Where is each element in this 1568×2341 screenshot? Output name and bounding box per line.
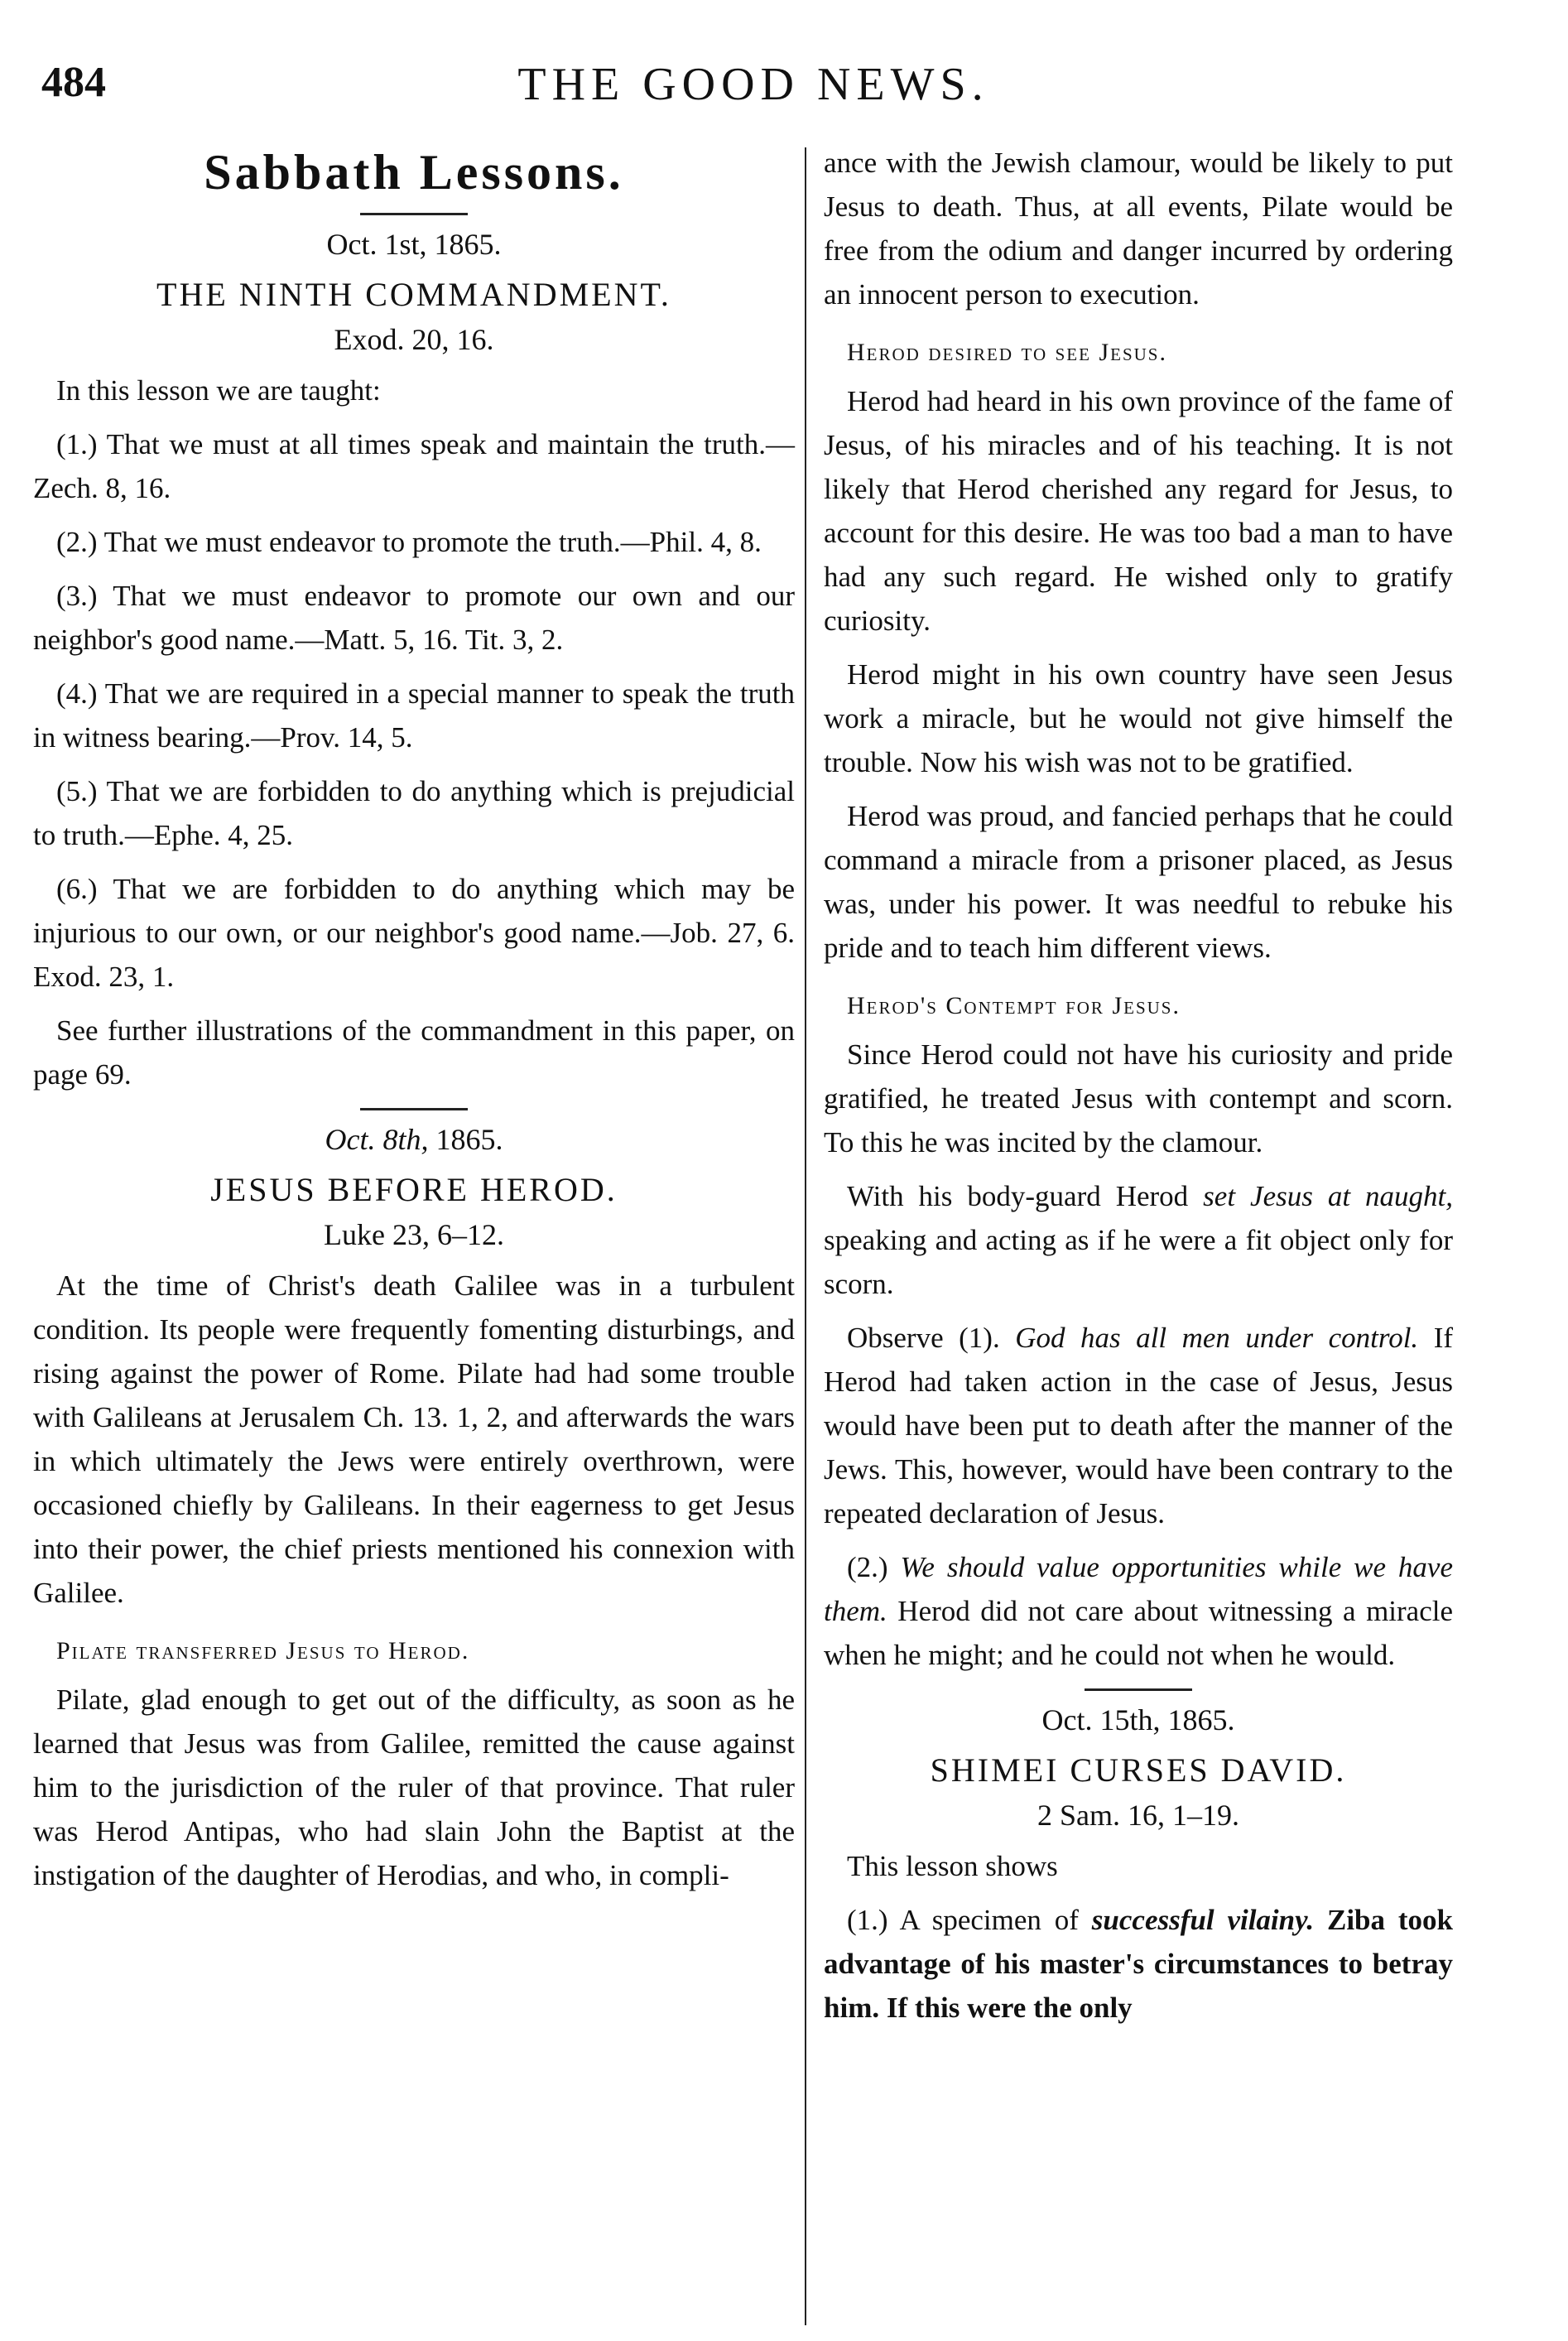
lesson-title: SHIMEI CURSES DAVID. (930, 1751, 1347, 1789)
short-rule (360, 213, 468, 215)
lesson-point: (4.) That we are required in a special manner to speak the truth in witness bearing.—Prov. 14, 5. (33, 677, 795, 754)
lesson-intro: This lesson shows (847, 1850, 1058, 1882)
lesson-date: Oct. 15th, 1865. (1041, 1703, 1235, 1736)
lesson-point: (1.) That we must at all times speak and maintain the truth.—Zech. 8, 16. (33, 428, 795, 504)
page-number: 484 (41, 59, 106, 106)
subheading: Herod's Contempt for Jesus. (847, 992, 1181, 1019)
scripture-reference: Luke 23, 6–12. (324, 1218, 504, 1251)
lesson-title: JESUS BEFORE HEROD. (210, 1171, 618, 1208)
subheading: Herod desired to see Jesus. (847, 339, 1167, 366)
paragraph: Since Herod could not have his curiosity and pride gratified, he treated Jesus with contempt and scorn. To this he was incited by the clamour. (824, 1038, 1453, 1158)
paragraph-continued: ance with the Jewish clamour, would be likely to put Jesus to death. Thus, at all events, Pilate would be free from the odium and danger incurred by ordering an innocent person to execution. (824, 147, 1453, 311)
lesson-intro: In this lesson we are taught: (56, 374, 381, 407)
paragraph: Herod had heard in his own province of the fame of Jesus, of his miracles and of his teaching. It is not likely that Herod cherished any regard for Jesus, to account for this desire. He was too bad a man to have had any such regard. He wished only to gratify curiosity. (824, 385, 1453, 637)
running-head (41, 58, 1465, 124)
lesson-date: Oct. 1st, 1865. (326, 228, 502, 261)
left-column (33, 141, 795, 1907)
lesson-point: (5.) That we are forbidden to do anything which is prejudicial to truth.—Ephe. 4, 25. (33, 775, 795, 851)
paragraph: Pilate, glad enough to get out of the difficulty, as soon as he learned that Jesus was from Galilee, remitted the cause against him to the jurisdiction of the ruler of that province. That ruler was Herod Antipas, who had slain John the Baptist at the instigation of the daughter of Herodias, and who, in compli- (33, 1683, 795, 1891)
paragraph: Herod was proud, and fancied perhaps that he could command a miracle from a prisoner placed, as Jesus was, under his power. It was needful to rebuke his pride and to teach him different views. (824, 800, 1453, 964)
journal-title: THE GOOD NEWS. (517, 59, 989, 110)
lesson-point: (6.) That we are forbidden to do anything which may be injurious to our own, or our neighbor's good name.—Job. 27, 6. Exod. 23, 1. (33, 873, 795, 993)
lesson-point: (2.) That we must endeavor to promote the truth.—Phil. 4, 8. (56, 526, 762, 558)
right-column (824, 141, 1453, 2040)
lesson-date: Oct. 8th, 1865. (325, 1123, 503, 1156)
paragraph: (2.) We should value opportunities while we have them. Herod did not care about witnessing a miracle when he might; and he could not when he would. (824, 1551, 1453, 1671)
lesson-point: (3.) That we must endeavor to promote our own and our neighbor's good name.—Matt. 5, 16. Tit. 3, 2. (33, 580, 795, 656)
section-masthead: Sabbath Lessons. (204, 145, 624, 200)
paragraph: Herod might in his own country have seen Jesus work a miracle, but he would not give himself the trouble. Now his wish was not to be gratified. (824, 658, 1453, 778)
short-rule (1085, 1688, 1192, 1691)
scripture-reference: 2 Sam. 16, 1–19. (1037, 1799, 1239, 1832)
paragraph: (1.) A specimen of successful vilainy. Ziba took advantage of his master's circumstances to betray him. If this were the only (824, 1904, 1454, 2024)
lesson-title: THE NINTH COMMANDMENT. (156, 276, 671, 313)
column-divider (805, 147, 806, 2325)
paragraph: Observe (1). God has all men under control. If Herod had taken action in the case of Jesus, Jesus would have been put to death after the manner of the Jews. This, however, would have been contrary to the repeated declaration of Jesus. (824, 1322, 1453, 1529)
subheading: Pilate transferred Jesus to Herod. (56, 1637, 470, 1664)
lesson-closing: See further illustrations of the commandment in this paper, on page 69. (33, 1014, 795, 1091)
paragraph: At the time of Christ's death Galilee was in a turbulent condition. Its people were frequently fomenting disturbings, and rising against the power of Rome. Pilate had had some trouble with Galileans at Jerusalem Ch. 13. 1, 2, and afterwards the wars in which ultimately the Jews were entirely overthrown, were occasioned chiefly by Galileans. In their eagerness to get Jesus into their power, the chief priests mentioned his connexion with Galilee. (33, 1269, 795, 1609)
scripture-reference: Exod. 20, 16. (334, 323, 494, 356)
short-rule (360, 1108, 468, 1110)
paragraph: With his body-guard Herod set Jesus at naught, speaking and acting as if he were a fit object only for scorn. (824, 1180, 1453, 1300)
